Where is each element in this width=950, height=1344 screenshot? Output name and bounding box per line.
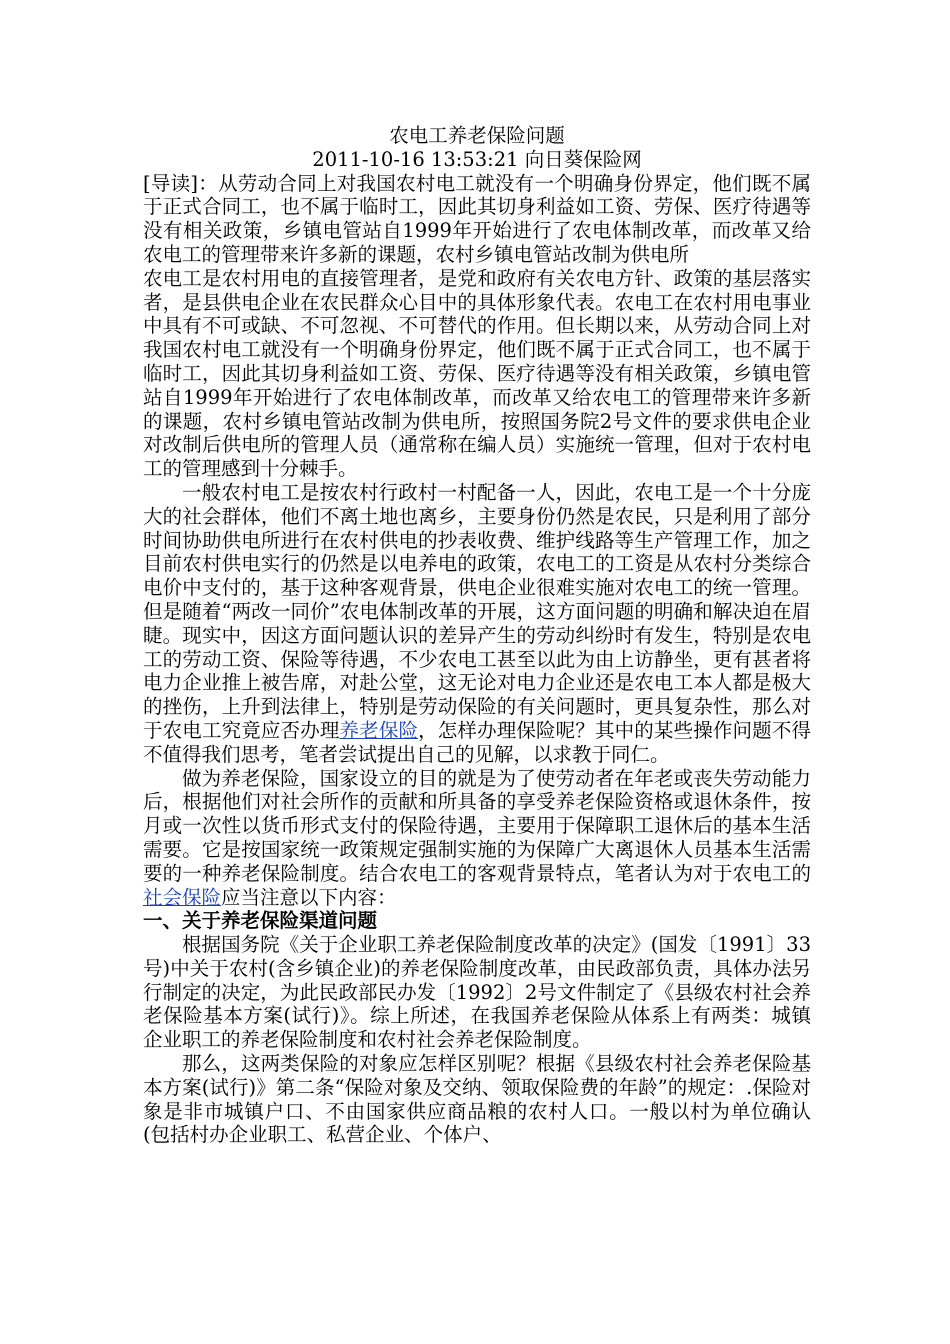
document-body [143,124,811,1147]
section-heading-1: 一、关于养老保险渠道问题 [143,909,378,933]
paragraph-2-text-b: ，怎样办理保险呢？其中的某些操作问题不得不值得我们思考，笔者尝试提出自己的见解，以求教于同仁。 [143,718,811,766]
document-title: 农电工养老保险问题 [389,124,565,147]
document-meta: 2011-10-16 13:53:21 向日葵保险网 [312,147,642,171]
intro-paragraph: [导读]：从劳动合同上对我国农村电工就没有一个明确身份界定，他们既不属于正式合同工，也不属于临时工，因此其切身利益如工资、劳保、医疗待遇等没有相关政策，乡镇电管站自1999年开始进行了农电体制改革，而改革又给农电工的管理带来许多新的课题，农村乡镇电管站改制为供电所 [143,171,811,266]
paragraph-3-text-b: 应当注意以下内容： [221,885,397,909]
paragraph-1: 农电工是农村用电的直接管理者，是党和政府有关农电方针、政策的基层落实者，是县供电企业在农民群众心目中的具体形象代表。农电工在农村用电事业中具有不可或缺、不可忽视、不可替代的作用。但长期以来，从劳动合同上对我国农村电工就没有一个明确身份界定，他们既不属于正式合同工，也不属于临时工，因此其切身利益如工资、劳保、医疗待遇等没有相关政策，乡镇电管站自1999年开始进行了农电体制改革，而改革又给农电工的管理带来许多新的课题，农村乡镇电管站改制为供电所，按照国务院2号文件的要求供电企业对改制后供电所的管理人员（通常称在编人员）实施统一管理，但对于农村电工的管理感到十分棘手。 [143,266,811,481]
paragraph-2-text-a: 一般农村电工是按农村行政村一村配备一人，因此，农电工是一个十分庞大的社会群体，他们不离土地也离乡，主要身份仍然是农民，只是利用了部分时间协助供电所进行在农村供电的抄表收费、维护线路等生产管理工作，加之目前农村供电实行的仍然是以电养电的政策，农电工的工资是从农村分类综合电价中支付的，基于这种客观背景，供电企业很难实施对农电工的统一管理。但是随着“两改一同价”农电体制改革的开展，这方面问题的明确和解决迫在眉睫。现实中，因这方面问题认识的差异产生的劳动纠纷时有发生，特别是农电工的劳动工资、保险等待遇，不少农电工甚至以此为由上访静坐，更有甚者将电力企业推上被告席，对赴公堂，这无论对电力企业还是农电工本人都是极大的挫伤，上升到法律上，特别是劳动保险的有关问题时，更具复杂性，那么对于农电工究竟应否办理 [143,480,811,742]
paragraph-3 [143,767,811,910]
paragraph-5: 那么，这两类保险的对象应怎样区别呢？根据《县级农村社会养老保险基本方案(试行)》第二条“保险对象及交纳、领取保险费的年龄”的规定：.保险对象是非市城镇户口、不由国家供应商品粮的农村人口。一般以村为单位确认(包括村办企业职工、私营企业、个体户、 [143,1052,811,1147]
social-insurance-link[interactable]: 社会保险 [143,885,222,909]
paragraph-4: 根据国务院《关于企业职工养老保险制度改革的决定》(国发〔1991〕33号)中关于农村(含乡镇企业)的养老保险制度改革，由民政部负责，具体办法另行制定的决定，为此民政部民办发〔1992〕2号文件制定了《县级农村社会养老保险基本方案(试行)》。综上所述，在我国养老保险从体系上有两类：城镇企业职工的养老保险制度和农村社会养老保险制度。 [143,933,811,1052]
paragraph-2 [143,481,811,767]
pension-insurance-link[interactable]: 养老保险 [339,718,419,742]
paragraph-3-text-a: 做为养老保险，国家设立的目的就是为了使劳动者在年老或丧失劳动能力后，根据他们对社会所作的贡献和所具备的享受养老保险资格或退休条件，按月或一次性以货币形式支付的保险待遇，主要用于保障职工退休后的基本生活需要。它是按国家统一政策规定强制实施的为保障广大离退休人员基本生活需要的一种养老保险制度。结合农电工的客观背景特点，笔者认为对于农电工的 [143,766,811,885]
